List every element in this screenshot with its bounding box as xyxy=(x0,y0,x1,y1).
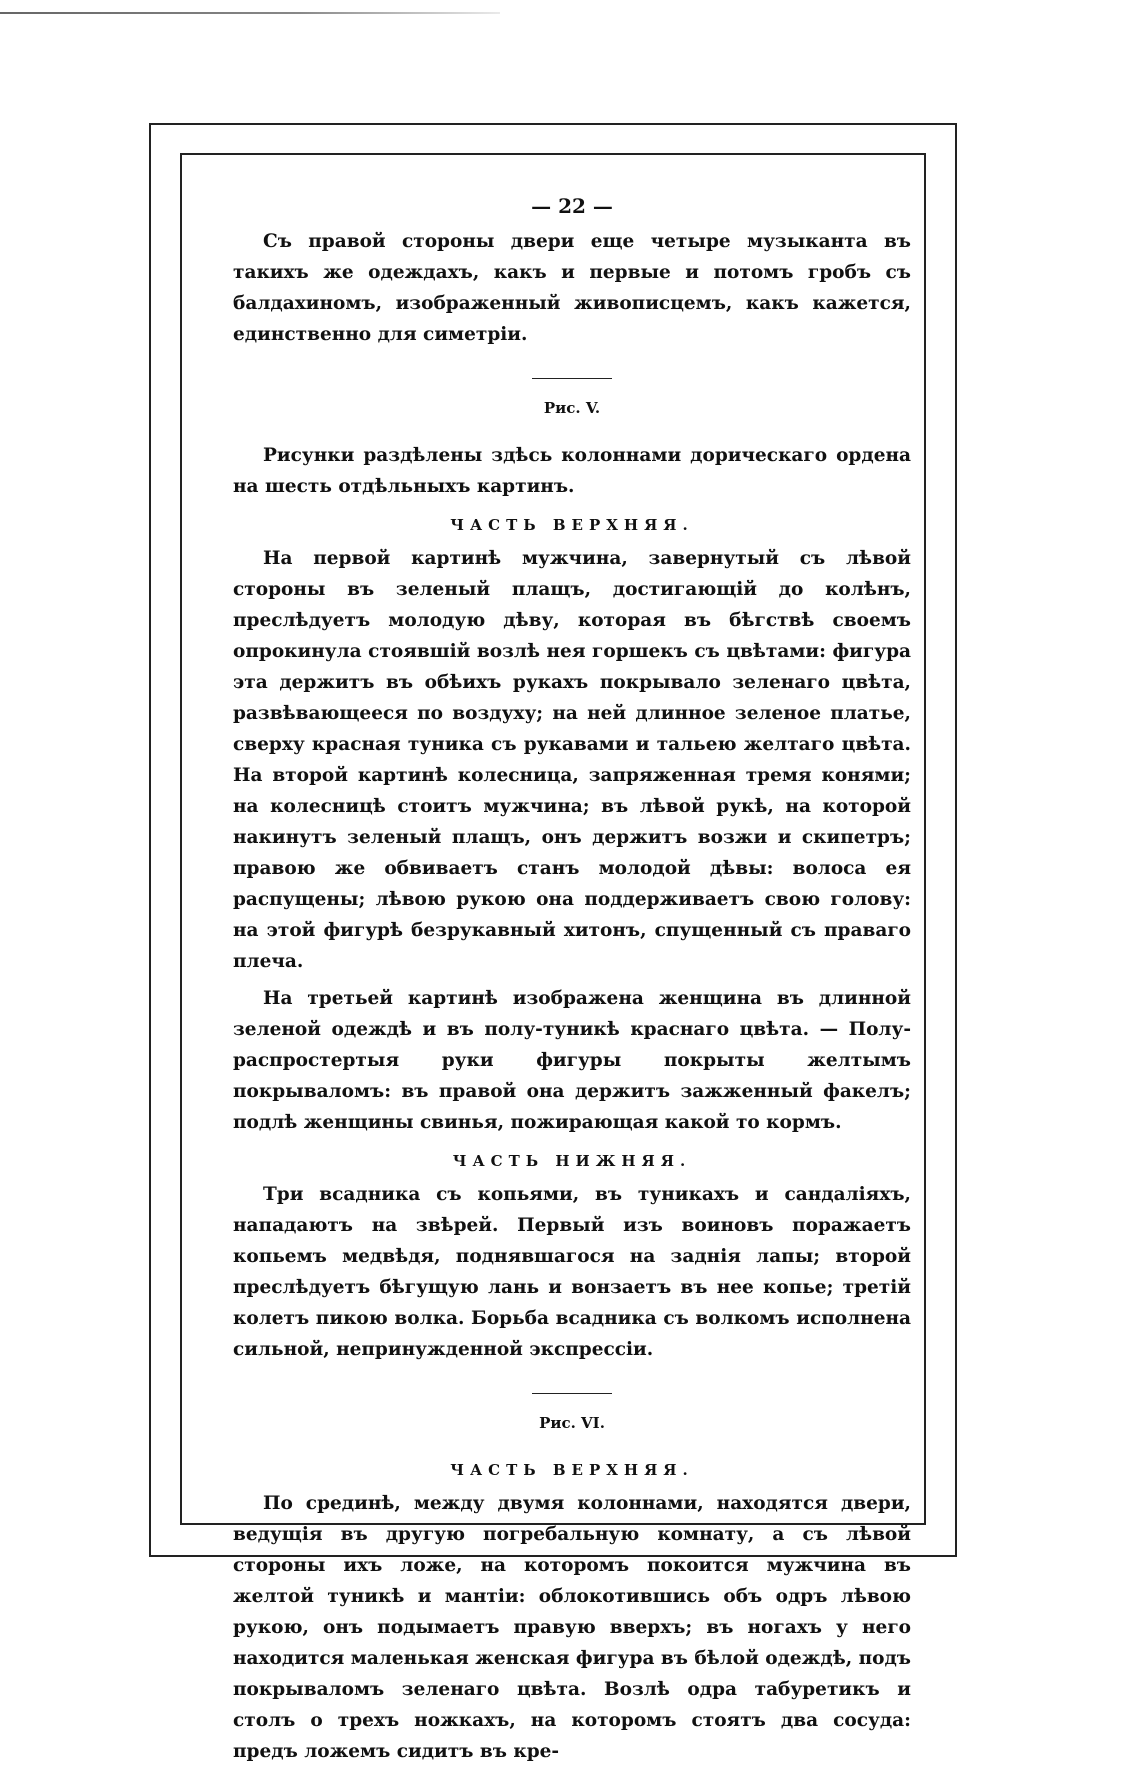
paragraph-5: Три всадника съ копьями, въ туникахъ и сандаліяхъ, нападаютъ на звѣрей. Первый изъ воиновъ поражаетъ копьемъ медвѣдя, поднявшагося на заднія лапы; второй преслѣдуетъ бѣгущую лань и вонзаетъ въ нее копье; третій колетъ пикою волка. Борьба всадника съ волкомъ исполнена сильной, непринужденной экспрессіи. xyxy=(233,1184,911,1360)
paragraph-6: По срединѣ, между двумя колоннами, находятся двери, ведущія въ другую погребальную комнату, а съ лѣвой стороны ихъ ложе, на которомъ покоится мужчина въ желтой туникѣ и мантіи: облокотившись объ одръ лѣвою рукою, онъ подымаетъ правую вверхъ; въ ногахъ у него находится маленькая женская фигура въ бѣлой одеждѣ, подъ покрываломъ зеленаго цвѣта. Возлѣ одра табуретикъ и столъ о трехъ ножкахъ, на которомъ стоятъ два сосуда: предъ ложемъ сидитъ въ кре- xyxy=(233,1493,911,1762)
heading-lower-part: ЧАСТЬ НИЖНЯЯ. xyxy=(452,1152,692,1170)
paragraph-3: На первой картинѣ мужчина, завернутый съ лѣвой стороны въ зеленый плащъ, достигающій до колѣнъ, преслѣдуетъ молодую дѣву, которая въ бѣгствѣ своемъ опрокинула стоявшій возлѣ нея горшекъ съ цвѣтами: фигура эта держитъ въ обѣихъ рукахъ покрывало зеленаго цвѣта, развѣвающееся по воздуху; на ней длинное зеленое платье, сверху красная туника съ рукавами и тальею желтаго цвѣта. На второй картинѣ колесница, запряженная тремя конями; на колесницѣ стоитъ мужчина; въ лѣвой рукѣ, на которой накинутъ зеленый плащъ, онъ держитъ возжи и скипетръ; правою же обвиваетъ станъ молодой дѣвы: волоса ея распущены; лѣвою рукою она поддерживаетъ свою голову: на этой фигурѣ безрукавный хитонъ, спущенный съ праваго плеча. xyxy=(233,548,911,972)
paragraph-4: На третьей картинѣ изображена женщина въ длинной зеленой одеждѣ и въ полу-туникѣ краснаго цвѣта. — Полу-распростертыя руки фигуры покрыты желтымъ покрываломъ: въ правой она держитъ зажженный факелъ; подлѣ женщины свинья, пожирающая какой то кормъ. xyxy=(233,988,911,1133)
page-number: — 22 — xyxy=(531,194,613,218)
section-divider xyxy=(532,378,612,379)
heading-upper-part: ЧАСТЬ ВЕРХНЯЯ. xyxy=(450,516,694,534)
paragraph-2: Рисунки раздѣлены здѣсь колоннами дорическаго ордена на шесть отдѣльныхъ картинъ. xyxy=(233,445,911,497)
page-content xyxy=(233,191,911,1767)
figure-5-caption: Рис. V. xyxy=(543,399,601,417)
section-divider-2 xyxy=(532,1393,612,1394)
paragraph-1: Съ правой стороны двери еще четыре музыканта въ такихъ же одеждахъ, какъ и первые и потомъ гробъ съ балдахиномъ, изображенный живописцемъ, какъ кажется, единственно для симетріи. xyxy=(233,231,911,345)
figure-6-caption: Рис. VI. xyxy=(539,1414,605,1432)
heading-upper-part-2: ЧАСТЬ ВЕРХНЯЯ. xyxy=(450,1461,694,1479)
top-edge-rule xyxy=(0,12,500,14)
